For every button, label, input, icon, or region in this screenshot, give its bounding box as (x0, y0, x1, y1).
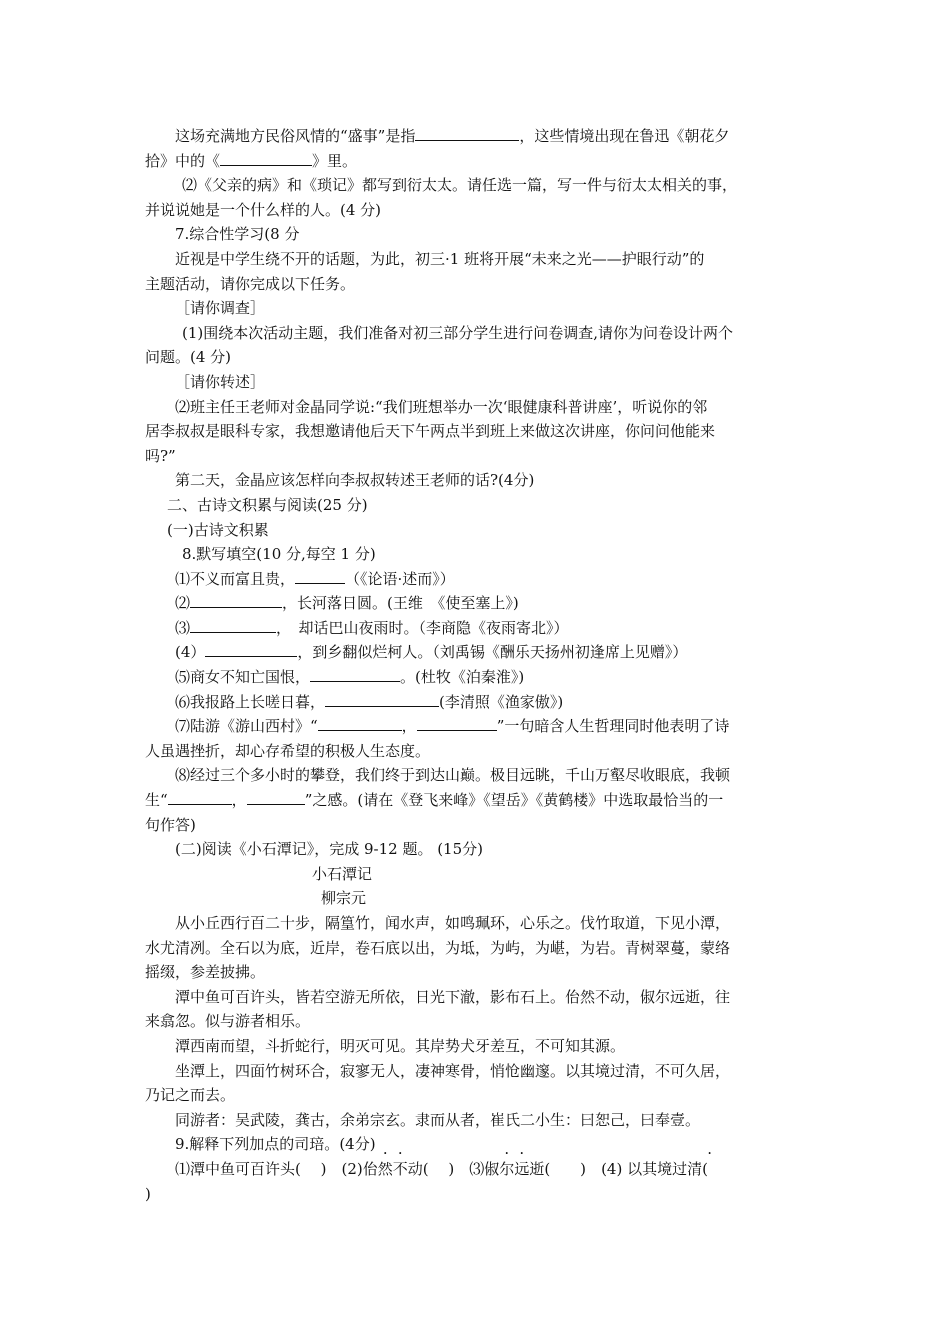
fill-item (145, 690, 810, 715)
text: 》里。 (312, 151, 358, 170)
section-label: ［请你转述］ (175, 372, 266, 391)
passage-line: 来翕忽。似与游者相乐。 (145, 1012, 311, 1031)
text: 生“ (145, 791, 168, 810)
text: (4） (175, 643, 206, 662)
text: ⑶ (469, 1159, 485, 1178)
text-line: (1)围绕本次活动主题，我们准备对初三部分学生进行问卷调查,请你为问卷设计两个 (182, 323, 734, 342)
text: ⑴不义而富且贵， (175, 569, 296, 588)
answer-blank[interactable] (168, 790, 232, 805)
answer-blank[interactable] (325, 692, 439, 707)
text: ”之感。(请在《登飞来峰》《望岳》《黄鹤楼》中选取最恰当的一 (304, 791, 724, 810)
text: ⑶ (175, 618, 191, 637)
text: 这场充满地方民俗风情的“盛事”是指 (175, 127, 416, 145)
answer-blank[interactable] (190, 618, 276, 633)
dotted-char: 佁 (362, 1159, 378, 1178)
answer-blank[interactable] (417, 716, 497, 731)
passage-line: 摇缀，参差披拂。 (145, 963, 266, 982)
question-heading: 9.解释下列加点的司琣。(4分) (175, 1135, 376, 1154)
fill-item (145, 591, 810, 616)
answer-blank[interactable] (295, 569, 345, 584)
answer-blank[interactable] (247, 790, 305, 805)
text: ，到乡翻似烂柯人。（刘禹锡《酬乐天扬州初逢席上见赠》） (297, 643, 688, 662)
explain-item-1[interactable]: ⑴潭中鱼可百许头( ) (175, 1159, 327, 1178)
text-line: 居李叔叔是眼科专家，我想邀请他后天下午两点半到班上来做这次讲座，你问问他能来 (145, 422, 716, 441)
passage-line: 同游者：吴武陵，龚古，余弟宗玄。隶而从者，崔氏二小生：曰恕己，曰奉壹。 (175, 1110, 701, 1129)
text: (2) (341, 1159, 363, 1178)
text: （《论语·述而》） (345, 569, 455, 588)
text: 拾》中的《 (145, 151, 221, 170)
subsection-heading: (二)阅读《小石潭记》，完成 9-12 题。 (15分) (175, 840, 483, 859)
text: ⑹我报路上长嗟日暮， (175, 692, 326, 711)
exam-page (145, 124, 810, 1206)
passage-line: 从小丘西行百二十步，隔篁竹，闻水声，如鸣珮环，心乐之。伐竹取道，下见小潭， (175, 914, 731, 932)
dotted-char: 俶 (484, 1159, 500, 1178)
section-label: ［请你调查］ (175, 299, 266, 318)
text: ， (231, 791, 247, 810)
text-line: 句作答) (145, 815, 196, 834)
text: ⑸商女不知亡国恨， (175, 668, 311, 687)
text: ⑵ (175, 594, 191, 613)
text: ，长河落日圆。(王维 《使至塞上》) (282, 594, 519, 613)
answer-blank[interactable] (415, 126, 519, 141)
dotted-char: 然 (377, 1159, 393, 1178)
fill-item (145, 665, 810, 690)
passage-line: 坐潭上，四面竹树环合，寂寥无人，凄神寒骨，悄怆幽邃。以其境过清，不可久居， (175, 1061, 731, 1080)
explain-items (145, 1157, 810, 1182)
fill-item (145, 714, 810, 739)
answer-blank[interactable] (190, 593, 282, 608)
answer-blank[interactable] (310, 667, 400, 682)
fill-item (145, 616, 810, 641)
text-line: 第二天，金晶应该怎样向李叔叔转述王老师的话?(4分) (175, 471, 535, 490)
answer-blank[interactable] (220, 151, 312, 166)
text: ”一句暗含人生哲理同时他表明了诗 (496, 717, 730, 736)
subsection-heading: (一)古诗文积累 (167, 520, 269, 539)
text-line: ⑵《父亲的病》和《琐记》都写到衍太太。请任选一篇，写一件与衍太太相关的事， (182, 176, 738, 195)
passage-line: 水尤清冽。全石以为底，近岸，卷石底以出，为坻，为屿，为嵁，为岩。青树翠蔓，蒙络 (145, 938, 731, 957)
question-heading: 8.默写填空(10 分,每空 1 分) (182, 545, 376, 564)
fill-item (145, 640, 810, 665)
answer-blank[interactable] (318, 716, 402, 731)
text-line: ) (145, 1184, 151, 1203)
passage-author: 柳宗元 (321, 889, 367, 908)
text-line: 问题。(4 分) (145, 348, 232, 367)
passage-line: 潭西南而望，斗折蛇行，明灭可见。其岸势犬牙差互，不可知其源。 (175, 1036, 626, 1055)
passage-line: 潭中鱼可百许头，皆若空游无所依，日光下澈，影布石上。佁然不动，俶尔远逝，往 (175, 987, 731, 1006)
text-line: 吗?” (145, 446, 176, 465)
dotted-char: 尔 (499, 1159, 515, 1178)
text-line: ⑵班主任王老师对金晶同学说:“我们班想举办一次‘眼健康科普讲座’，听说你的邻 (175, 397, 708, 416)
text-line: 主题活动，请你完成以下任务。 (145, 274, 356, 293)
text: ， (401, 717, 417, 736)
text-line: 并说说她是一个什么样的人。(4 分) (145, 200, 382, 219)
text: ， 却话巴山夜雨时。（李商隐《夜雨寄北》） (276, 618, 569, 637)
question-heading: 7.综合性学习(8 分 (175, 225, 300, 244)
answer-blank[interactable] (205, 642, 297, 657)
dotted-char: 清 (687, 1159, 703, 1178)
text-line: 近视是中学生绕不开的话题，为此，初三·1 班将开展“未来之光——护眼行动”的 (175, 249, 705, 268)
passage-title: 小石潭记 (312, 864, 373, 883)
fill-item (145, 567, 810, 592)
text: 。(杜牧《泊秦淮》) (400, 668, 525, 687)
explain-item-3[interactable]: 远逝( ) (514, 1159, 587, 1178)
text: ，这些情境出现在鲁迅《朝花夕 (519, 127, 730, 145)
fill-item (145, 788, 810, 813)
text-line (145, 149, 810, 174)
explain-item-2[interactable]: 不动( ) (392, 1159, 455, 1178)
text-line (145, 124, 810, 149)
section-heading: 二、古诗文积累与阅读(25 分) (167, 495, 368, 514)
text: (4) 以其境过 (601, 1159, 688, 1178)
text-line: 人虽遇挫折，却心存希望的积极人生态度。 (145, 741, 431, 760)
passage-line: 乃记之而去。 (145, 1086, 236, 1105)
text: ⑺陆游《游山西村》“ (175, 717, 318, 736)
explain-item-4[interactable]: ( (702, 1159, 708, 1178)
fill-item: ⑻经过三个多小时的攀登，我们终于到达山巅。极目远眺，千山万壑尽收眼底，我顿 (175, 766, 731, 785)
text: (李清照《渔家傲》) (439, 692, 564, 711)
